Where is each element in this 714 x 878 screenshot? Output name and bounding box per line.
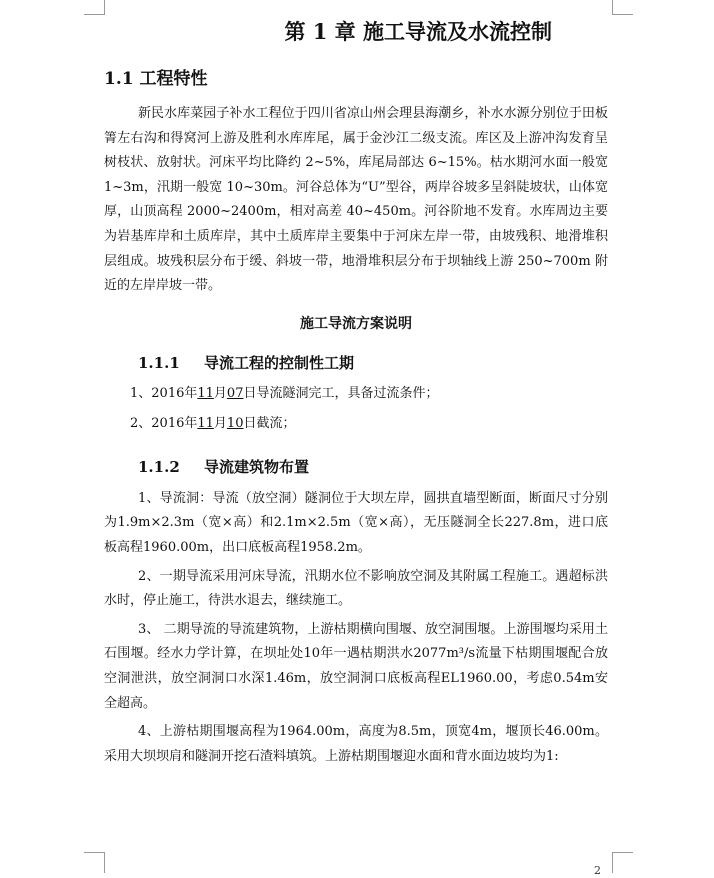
schedule-prefix: 2、2016年	[130, 415, 198, 431]
paragraph-diversion-tunnel: 1、导流洞：导流（放空洞）隧洞位于大坝左岸，圆拱直墙型断面，断面尺寸分别为1.9m×2.3m（宽×高）和2.1m×2.5m（宽×高），无压隧洞全长227.8m，进口底板高程1960.00m，出口底板高程1958.2m。	[104, 490, 608, 555]
section-number: 1.1.2	[138, 457, 180, 476]
schedule-day: 07	[226, 385, 244, 401]
corner-mark-bottom-right	[612, 852, 633, 873]
schedule-prefix: 1、2016年	[130, 385, 198, 401]
section-heading-1-1-1	[104, 349, 608, 377]
section-heading-1-1: 1.1 工程特性	[104, 69, 208, 89]
schedule-item-2	[104, 409, 608, 439]
schedule-month-unit: 月	[213, 415, 227, 431]
schedule-month: 11	[197, 415, 214, 431]
intro-paragraph: 新民水库菜园子补水工程位于四川省凉山州会理县海潮乡，补水水源分别位于田板箐左右沟和得窝河上游及胜利水库库尾，属于金沙江二级支流。库区及上游冲沟发育呈树枝状、放射状。河床平均比降约 2~5%，库尾局部达 6~15%。枯水期河水面一般宽 1~3m，汛期一般宽 10~30m。河谷总体为“U”型谷，两岸谷坡多呈斜陡坡状，山体宽厚，山顶高程 2000~2400m，相对高差 40~450m。河谷阶地不发育。水库周边主要为岩基库岸和土质库岸，其中土质库岸主要集中于河床左岸一带，由坡残积、地滑堆积层组成。坡残积层分布于缓、斜坡一带，地滑堆积层分布于坝轴线上游 250~700m 附近的左岸岸坡一带。	[104, 106, 608, 294]
section-title: 导流建筑物布置	[204, 457, 310, 476]
page-number: 2	[594, 864, 601, 877]
paragraph-phase-one: 2、一期导流采用河床导流，汛期水位不影响放空洞及其附属工程施工。遇超标洪水时，停止施工，待洪水退去，继续施工。	[104, 568, 608, 609]
section-title: 导流工程的控制性工期	[204, 353, 355, 372]
schedule-day: 10	[226, 415, 244, 431]
page-content	[104, 16, 608, 769]
corner-mark-top-left	[84, 0, 105, 15]
paragraph-cofferdam: 4、上游枯期围堰高程为1964.00m，高度为8.5m，顶宽4m，堰顶长46.00m。采用大坝坝肩和隧洞开挖石渣料填筑。上游枯期围堰迎水面和背水面边坡均为1:	[104, 724, 608, 764]
scheme-title: 施工导流方案说明	[300, 315, 412, 332]
schedule-month-unit: 月	[213, 385, 227, 401]
schedule-suffix: 日导流隧洞完工，具备过流条件；	[243, 385, 439, 401]
schedule-suffix: 日截流；	[243, 415, 296, 431]
section-number: 1.1.1	[138, 353, 180, 372]
chapter-title: 第 1 章 施工导流及水流控制	[284, 19, 552, 44]
schedule-month: 11	[197, 385, 214, 401]
paragraph-phase-two: 3、 二期导流的导流建筑物，上游枯期横向围堰、放空洞围堰。上游围堰均采用土石围堰。经水力学计算，在坝址处10年一遇枯期洪水2077m³/s流量下枯期围堰配合放空洞泄洪，放空洞洞口水深1.46m，放空洞洞口底板高程EL1960.00，考虑0.54m安全超高。	[104, 621, 608, 711]
corner-mark-bottom-left	[84, 852, 105, 873]
section-heading-1-1-2	[104, 453, 608, 481]
corner-mark-top-right	[612, 0, 633, 15]
schedule-item-1	[104, 379, 608, 409]
